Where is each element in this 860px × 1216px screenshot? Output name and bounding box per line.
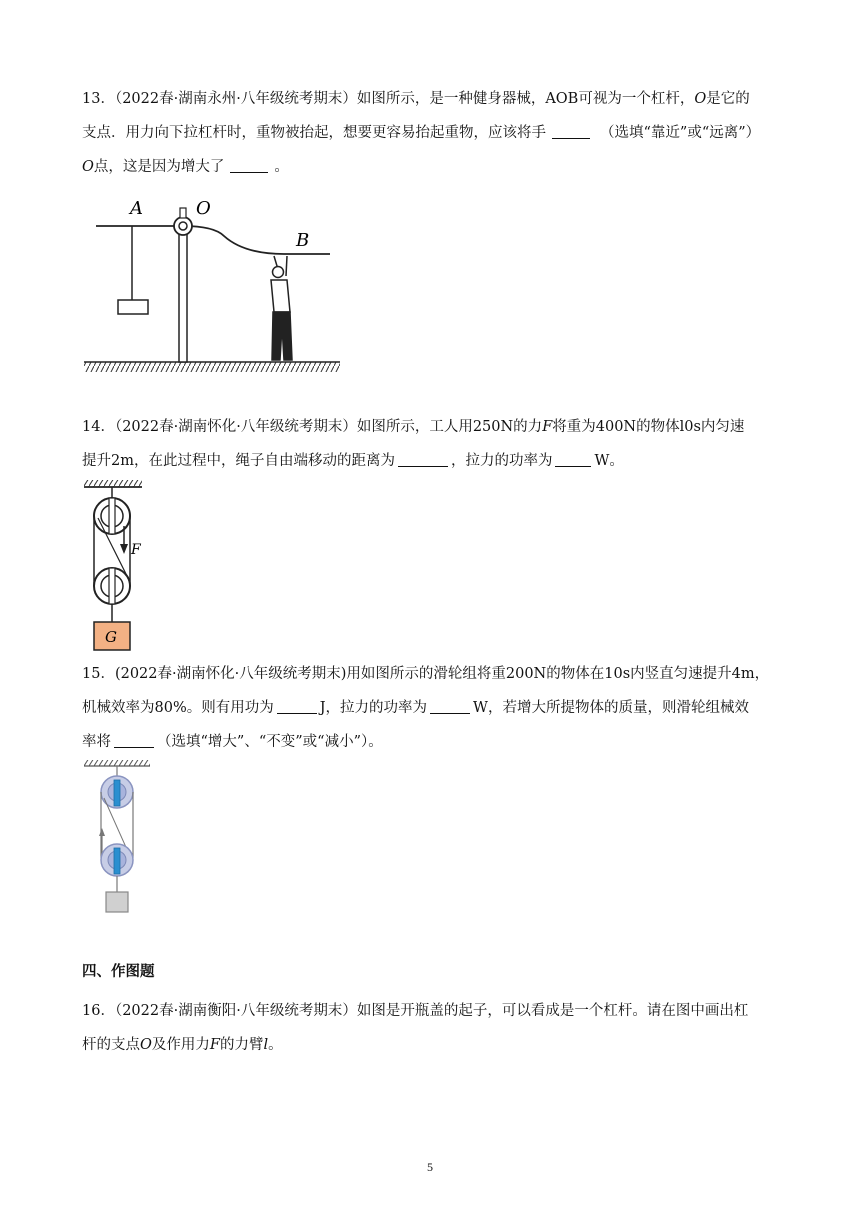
answer-blank[interactable] xyxy=(114,733,154,748)
answer-blank[interactable] xyxy=(555,452,591,467)
q16-line2 xyxy=(82,1028,782,1062)
question-14 xyxy=(82,410,782,478)
q15-text: W，若增大所提物体的质量，则滑轮组械效 xyxy=(473,700,749,716)
q16-line1: 16．（2022春·湖南衡阳·八年级统考期末）如图是开瓶盖的起子，可以看成是一个杠杆。请在图中画出杠 xyxy=(82,1003,749,1019)
q15-text: 率将 xyxy=(82,734,111,750)
q15-text: （选填“增大”、“不变”或“减小”）。 xyxy=(157,734,383,750)
q15-line2 xyxy=(82,691,782,725)
q13-text: 13．（2022春·湖南永州·八年级统考期末）如图所示，是一种健身器械，AOB可视为一个杠杆， xyxy=(82,91,695,107)
label-f: F xyxy=(131,542,141,558)
answer-blank[interactable] xyxy=(398,452,448,467)
support-post xyxy=(179,224,187,362)
q13-line3 xyxy=(82,150,782,184)
q15-text: 机械效率为80%。则有用功为 xyxy=(82,700,274,716)
q15-text: J，拉力的功率为 xyxy=(319,700,428,716)
q16-text: 及作用力 xyxy=(151,1037,210,1053)
label-a: A xyxy=(130,198,143,219)
pulley-figure-15 xyxy=(84,758,156,918)
q14-text: ，拉力的功率为 xyxy=(450,453,553,469)
ground xyxy=(84,362,340,372)
answer-blank[interactable] xyxy=(430,699,470,714)
q13-text: 支点．用力向下拉杠杆时，重物被抬起，想要更容易抬起重物，应该将手 xyxy=(82,125,546,141)
q13-text: 点，这是因为增大了 xyxy=(93,159,225,175)
q16-text: 杆的支点 xyxy=(82,1037,140,1053)
label-o: O xyxy=(196,198,211,219)
q13-o-symbol: O xyxy=(82,159,94,175)
q14-text: W。 xyxy=(594,453,624,469)
q13-text: 是它的 xyxy=(706,91,750,107)
answer-blank[interactable] xyxy=(277,699,317,714)
label-b: B xyxy=(296,230,310,251)
q13-line2 xyxy=(82,116,782,150)
q13-line1 xyxy=(82,82,782,116)
label-g: G xyxy=(105,628,117,646)
q14-line2 xyxy=(82,444,782,478)
q15-line1: 15．(2022春·湖南怀化·八年级统考期末)用如图所示的滑轮组将重200N的物体在10s内竖直匀速提升4m， xyxy=(82,666,770,682)
q16-text: 。 xyxy=(268,1037,283,1053)
q13-text: 。 xyxy=(274,159,289,175)
question-16 xyxy=(82,994,782,1062)
section-title: 四、作图题 xyxy=(82,964,155,980)
page-number: 5 xyxy=(427,1160,433,1174)
weight-block xyxy=(106,892,128,912)
q16-text: 的力臂 xyxy=(219,1037,264,1053)
q16-l-symbol: l xyxy=(263,1037,269,1053)
answer-blank[interactable] xyxy=(552,124,590,139)
q14-line1 xyxy=(82,410,782,444)
person-figure xyxy=(271,256,292,360)
q16-f-symbol: F xyxy=(209,1037,220,1053)
q15-line3 xyxy=(82,725,782,759)
answer-blank[interactable] xyxy=(230,158,268,173)
question-15 xyxy=(82,657,782,759)
q13-o-symbol: O xyxy=(694,91,707,107)
question-13 xyxy=(82,82,782,184)
lever-machine-figure xyxy=(84,196,344,376)
pulley-figure-14 xyxy=(84,478,154,654)
q14-f-symbol: F xyxy=(542,419,553,435)
q14-text: 14．（2022春·湖南怀化·八年级统考期末）如图所示，工人用250N的力 xyxy=(82,419,543,435)
q16-o-symbol: O xyxy=(140,1037,152,1053)
weight-block xyxy=(118,300,148,314)
q14-text: 将重为400N的物体l0s内匀速 xyxy=(552,419,745,435)
q13-text: （选填“靠近”或“远离”） xyxy=(600,125,761,141)
q14-text: 提升2m，在此过程中，绳子自由端移动的距离为 xyxy=(82,453,395,469)
